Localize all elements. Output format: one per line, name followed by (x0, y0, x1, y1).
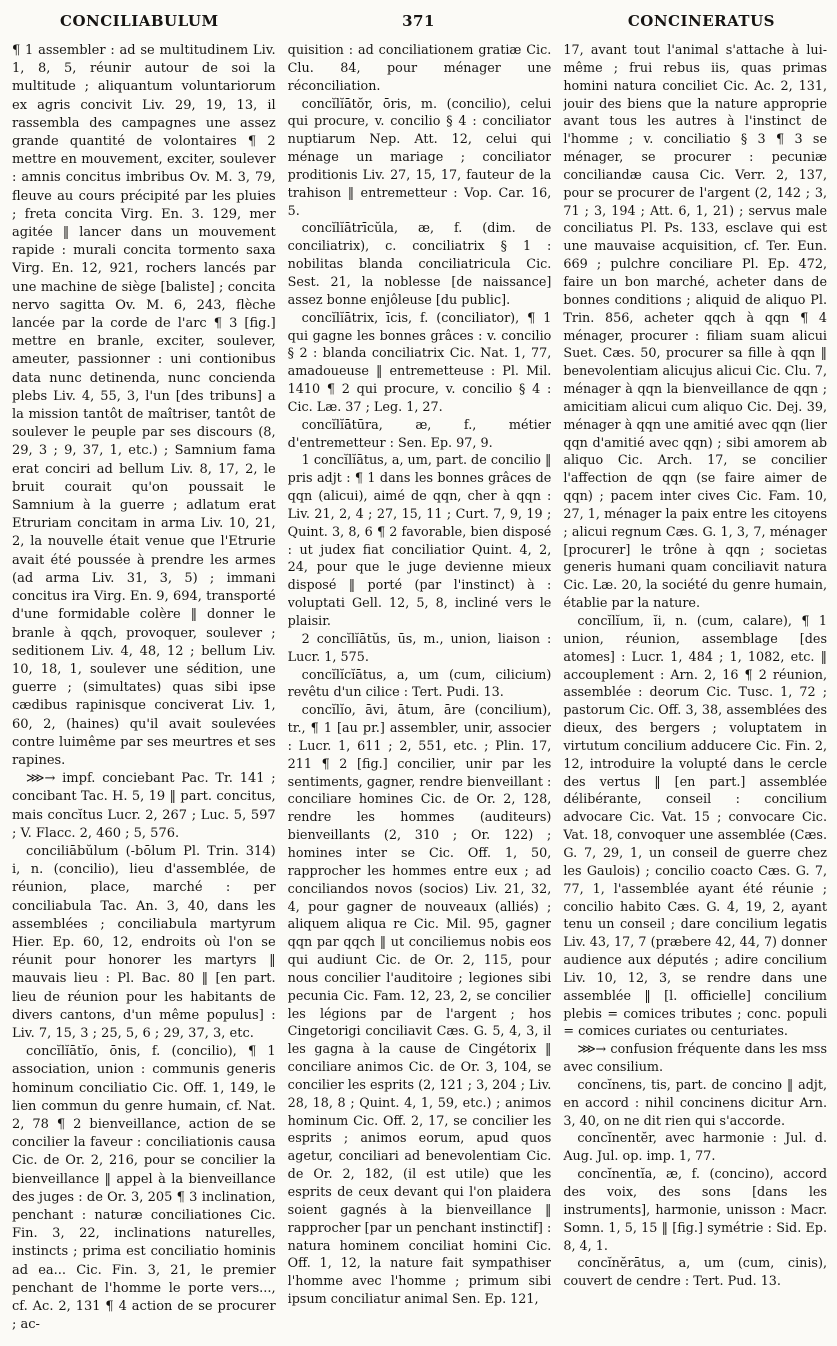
dictionary-entry: concĭnentĕr, avec harmonie : Jul. d. Aug. Jul. op. imp. 1, 77. (563, 1131, 828, 1165)
dictionary-entry: concĭnentĭa, æ, f. (concino), accord des voix, des sons [dans les instruments], harmonie, unisson : Macr. Somn. 1, 5, 15 ‖ [fig.] symétrie : Sid. Ep. 8, 4, 1. (563, 1167, 828, 1254)
dictionary-entry: 2 concĭlĭātŭs, ūs, m., union, liaison : Lucr. 1, 575. (287, 631, 552, 665)
column-left (12, 42, 276, 1340)
dictionary-entry: concĭlĭātūra, æ, f., métier d'entremetteur : Sen. Ep. 97, 9. (287, 417, 552, 451)
text-columns (12, 42, 827, 1340)
dictionary-entry: concĭlĭātŏr, ōris, m. (concilio), celui qui procure, v. concilio § 4 : conciliator nuptiarum Nep. Att. 12, celui qui ménage un mariage ; conciliator proditionis Liv. 27, 15, 17, fauteur de la trahison ‖ entremetteur : Vop. Car. 16, 5. (287, 96, 552, 219)
dictionary-entry: conciliābŭlum (-bōlum Pl. Trin. 314) i, n. (concilio), lieu d'assemblée, de réunion, place, marché : per conciliabula Tac. An. 3, 40, dans les assemblées ; conciliabula martyrum Hier. Ep. 60, 12, endroits où l'on se réunit pour honorer les martyrs ‖ mauvais lieu : Pl. Bac. 80 ‖ [en part. lieu de réunion pour les habitants de divers cantons, d'un même populus] : Liv. 7, 15, 3 ; 25, 5, 6 ; 29, 37, 3, etc. (12, 843, 276, 1041)
dictionary-entry: concĭnĕrātus, a, um (cum, cinis), couvert de cendre : Tert. Pud. 13. (563, 1256, 828, 1290)
entry-continuation: ¶ 1 assembler : ad se multitudinem Liv. 1, 8, 5, réunir autour de soi la multitude ; aliquantum voluntariorum ex agris concivit Liv. 29, 19, 13, il rassembla des campagnes une assez grande quantité de volontaires ¶ 2 mettre en mouvement, exciter, soulever : amnis concitus imbribus Ov. M. 3, 79, fleuve au cours précipité par les pluies ; freta concita Virg. En. 3. 129, mer agitée ‖ lancer dans un mouvement rapide : murali concita tormento saxa Virg. En. 12, 921, rochers lancés par une machine de siège [baliste] ; concita nervo sagitta Ov. M. 6, 243, flèche lancée par la corde de l'arc ¶ 3 [fig.] mettre en branle, exciter, soulever, ameuter, passionner : uni contionibus data nunc detinenda, nunc concienda plebs Liv. 4, 55, 3, l'un [des tribuns] a la mission tantôt de maîtriser, tantôt de soulever le peuple par ses discours (8, 29, 3 ; 9, 37, 1, etc.) ; Samnium fama erat conciri ad bellum Liv. 8, 17, 2, le bruit courait qu'on poussait le Samnium à la guerre ; adlatum erat Etruriam concitam in arma Liv. 10, 21, 2, la nouvelle était venue que l'Etrurie avait été poussée à prendre les armes (ad arma Liv. 31, 3, 5) ; immani concitus ira Virg. En. 9, 694, transporté d'une formidable colère ‖ donner le branle à qqch, provoquer, soulever ; seditionem Liv. 4, 48, 12 ; bellum Liv. 10, 18, 1, soulever une sédition, une guerre ; (simultates) quas sibi ipse cædibus rapinisque conciverat Liv. 1, 60, 2, (haines) qu'il avait soulevées contre luimême par ses meurtres et ses rapines. (12, 43, 276, 768)
dictionary-entry: concĭlĭcĭātus, a, um (cum, cilicium) revêtu d'un cilice : Tert. Pudi. 13. (287, 667, 552, 701)
dictionary-entry: concĭlĭum, ĭi, n. (cum, calare), ¶ 1 union, réunion, assemblage [des atomes] : Lucr. 1, 484 ; 1, 1082, etc. ‖ accouplement : Arn. 2, 16 ¶ 2 réunion, assemblée : deorum Cic. Tusc. 1, 72 ; pastorum Cic. Off. 3, 38, assemblées des dieux, des bergers ; voluptatem in virtutum concilium adducere Cic. Fin. 2, 12, introduire la volupté dans le cercle des vertus ‖ [en part.] assemblée délibérante, conseil : concilium advocare Cic. Vat. 15 ; convocare Cic. Vat. 18, convoquer une assemblée (Cæs. G. 7, 29, 1, un conseil de guerre chez les Gaulois) ; concilio coacto Cæs. G. 7, 77, 1, l'assemblée ayant été réunie ; concilio habito Cæs. G. 4, 19, 2, ayant tenu un conseil ; dare concilium legatis Liv. 43, 17, 7 (præbere 42, 44, 7) donner audience aux députés ; adire concilium Liv. 10, 12, 3, se rendre dans une assemblée ‖ [l. officielle] concilium plebis = comices tributes ; conc. populi = comices curiates ou centuriates. (563, 614, 828, 1040)
entry-continuation: 17, avant tout l'animal s'attache à lui-même ; frui rebus iis, quas primas homini natura conciliet Cic. Ac. 2, 131, jouir des biens que la nature approprie avant tous les autres à l'instinct de l'homme ; v. conciliatio § 3 ¶ 3 se ménager, se procurer : pecuniæ conciliandæ causa Cic. Verr. 2, 137, pour se procurer de l'argent (2, 142 ; 3, 71 ; 3, 194 ; Att. 6, 1, 21) ; servus male conciliatus Pl. Ps. 133, esclave qui est une mauvaise acquisition, cf. Ter. Eun. 669 ; pulchre conciliare Pl. Ep. 472, faire un bon marché, acheter dans de bonnes conditions ; aliquid de aliquo Pl. Trin. 856, acheter qqch à qqn ¶ 4 ménager, procurer : filiam suam alicui Suet. Cæs. 50, procurer sa fille à qqn ‖ benevolentiam alicujus alicui Cic. Clu. 7, ménager à qqn la bienveillance de qqn ; amicitiam alicui cum aliquo Cic. Dej. 39, ménager à qqn une amitié avec qqn (lier qqn d'amitié avec qqn) ; sibi amorem ab aliquo Cic. Arch. 17, se concilier l'affection de qqn (se faire aimer de qqn) ; pacem inter cives Cic. Fam. 10, 27, 1, ménager la paix entre les citoyens ; alicui regnum Cæs. G. 1, 3, 7, ménager [procurer] le trône à qqn ; societas generis humani quam conciliavit natura Cic. Læ. 20, la société du genre humain, établie par la nature. (563, 43, 828, 612)
column-right (563, 42, 827, 1340)
dictionary-entry: concĭlĭātrīcŭla, æ, f. (dim. de conciliatrix), c. conciliatrix § 1 : nobilitas blanda conciliatricula Cic. Sest. 21, la noblesse [de naissance] assez bonne enjôleuse [du public]. (287, 221, 552, 308)
dictionary-entry: concĭlĭātrix, īcis, f. (conciliator), ¶ 1 qui gagne les bonnes grâces : v. concilio § 2 : blanda conciliatrix Cic. Nat. 1, 77, amadoueuse ‖ entremetteuse : Pl. Mil. 1410 ¶ 2 qui procure, v. concilio § 4 : Cic. Læ. 37 ; Leg. 1, 27. (287, 310, 552, 415)
entry-continuation: quisition : ad conciliationem gratiæ Cic. Clu. 84, pour ménager une réconciliation. (287, 43, 552, 94)
running-header (0, 12, 837, 36)
left-running-headword: CONCILIABULUM (60, 12, 219, 30)
column-middle (288, 42, 552, 1340)
dictionary-entry: concĭlĭo, āvi, ātum, āre (concilium), tr., ¶ 1 [au pr.] assembler, unir, associer : Lucr. 1, 611 ; 2, 551, etc. ; Plin. 17, 211 ¶ 2 [fig.] concilier, unir par les sentiments, gagner, rendre bienveillant : conciliare homines Cic. de Or. 2, 128, rendre les hommes (auditeurs) bienveillants (2, 310 ; Or. 122) ; homines inter se Cic. Off. 1, 50, rapprocher les hommes entre eux ; ad conciliandos novos (socios) Liv. 21, 32, 4, pour gagner de nouveaux (alliés) ; aliquem aliqua re Cic. Mil. 95, gagner qqn par qqch ‖ ut conciliemus nobis eos qui audiunt Cic. de Or. 2, 115, pour nous concilier l'auditoire ; legiones sibi pecunia Cic. Fam. 12, 23, 2, se concilier les légions par de l'argent ; hos Cingetorigi conciliavit Cæs. G. 5, 4, 3, il les gagna à la cause de Cingétorix ‖ conciliare animos Cic. de Or. 3, 104, se concilier les esprits (2, 121 ; 3, 204 ; Liv. 28, 18, 8 ; Quint. 4, 1, 59, etc.) ; animos hominum Cic. Off. 2, 17, se concilier les esprits ; animos eorum, apud quos agetur, conciliari ad benevolentiam Cic. de Or. 2, 182, (il est utile) que les esprits de ceux devant qui l'on plaidera soient gagnés à la bienveillance ‖ rapprocher [par un penchant instinctif] : natura hominem conciliat homini Cic. Off. 1, 12, la nature fait sympathiser l'homme avec l'homme ; primum sibi ipsum conciliatur animal Sen. Ep. 121, (287, 703, 552, 1308)
usage-note: ⋙→ confusion fréquente dans les mss avec consilium. (563, 1042, 828, 1076)
dictionary-entry: concĭnens, tis, part. de concino ‖ adjt, en accord : nihil concinens dicitur Arn. 3, 40, on ne dit rien qui s'accorde. (563, 1077, 828, 1129)
right-running-headword: CONCINERATUS (627, 12, 775, 30)
dictionary-entry: concĭlĭātĭo, ōnis, f. (concilio), ¶ 1 association, union : communis generis hominum conciliatio Cic. Off. 1, 149, le lien commun du genre humain, cf. Nat. 2, 78 ¶ 2 bienveillance, action de se concilier la faveur : conciliationis causa Cic. de Or. 2, 216, pour se concilier la bienveillance ‖ appel à la bienveillance des juges : de Or. 3, 205 ¶ 3 inclination, penchant : naturæ conciliationes Cic. Fin. 3, 22, inclinations naturelles, instincts ; prima est conciliatio hominis ad ea... Cic. Fin. 3, 21, le premier penchant de l'homme le porte vers..., cf. Ac. 2, 131 ¶ 4 action de se procurer ; ac- (12, 1044, 276, 1333)
usage-note: ⋙→ impf. conciebant Pac. Tr. 141 ; concibant Tac. H. 5, 19 ‖ part. concitus, mais concĭtus Lucr. 2, 267 ; Luc. 5, 597 ; V. Flacc. 2, 460 ; 5, 576. (12, 771, 276, 841)
dictionary-entry: 1 concĭlĭātus, a, um, part. de concilio ‖ pris adjt : ¶ 1 dans les bonnes grâces de qqn (alicui), aimé de qqn, cher à qqn : Liv. 21, 2, 4 ; 27, 15, 11 ; Curt. 7, 9, 19 ; Quint. 3, 8, 6 ¶ 2 favorable, bien disposé : ut judex fiat conciliatior Quint. 4, 2, 24, pour que le juge devienne mieux disposé ‖ porté (par l'instinct) à : voluptati Gell. 12, 5, 8, incliné vers le plaisir. (287, 453, 552, 629)
page-number: 371 (402, 12, 435, 30)
